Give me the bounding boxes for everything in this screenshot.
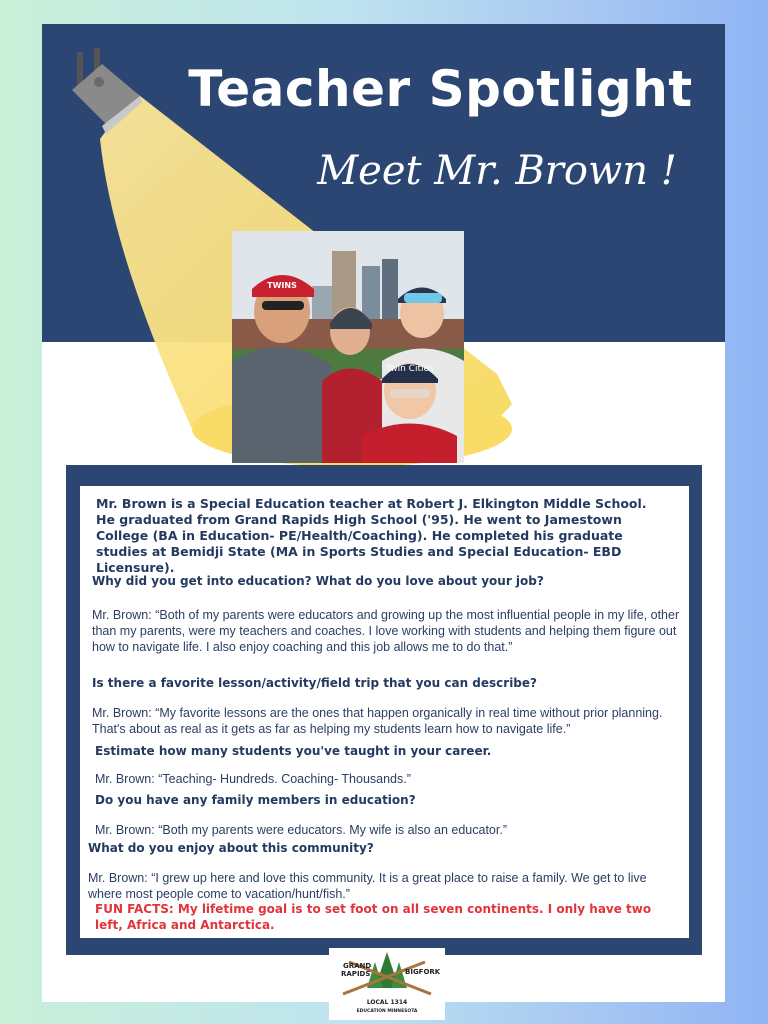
answer-1: Mr. Brown: “Both of my parents were educators and growing up the most influential people in my life, other than my parents, were my teachers and coaches. I love working with students and helping them figure out how to navigate life. I also enjoy coaching and this job allows me to do that.” xyxy=(92,608,680,654)
logo-bigfork: BIGFORK xyxy=(405,968,441,976)
fun-facts: FUN FACTS: My lifetime goal is to set foot on all seven continents. I only have two left, Africa and Antarctica. xyxy=(95,902,652,932)
question-5: What do you enjoy about this community? xyxy=(88,841,374,855)
page-subtitle: Meet Mr. Brown ! xyxy=(317,148,677,194)
logo-education-mn: EDUCATION MINNESOTA xyxy=(356,1009,418,1014)
family-photo xyxy=(232,231,464,463)
logo-grand: GRAND xyxy=(343,962,372,970)
shirt-text: Twin Cities xyxy=(386,364,434,374)
logo-local: LOCAL 1314 xyxy=(366,999,408,1006)
intro-paragraph: Mr. Brown is a Special Education teacher at Robert J. Elkington Middle School. He graduated from Grand Rapids High School ('95). He went to Jamestown College (BA in Education- PE/Health/Coaching). He completed his graduate studies at Bemidji State (MA in Sports Studies and Special Education- EBD Licensure). xyxy=(96,496,647,575)
answer-2: Mr. Brown: “My favorite lessons are the ones that happen organically in real time without prior planning. That's about as real as it gets as far as helping my students learn how to navigate life.” xyxy=(92,706,663,736)
question-1: Why did you get into education? What do you love about your job? xyxy=(92,574,544,588)
question-2: Is there a favorite lesson/activity/field trip that you can describe? xyxy=(92,676,537,690)
answer-4: Mr. Brown: “Both my parents were educators. My wife is also an educator.” xyxy=(95,823,507,837)
page-title: Teacher Spotlight xyxy=(188,60,693,118)
union-logo xyxy=(329,948,445,1020)
question-3: Estimate how many students you've taught in your career. xyxy=(95,744,492,758)
question-4: Do you have any family members in education? xyxy=(95,793,416,807)
answer-5: Mr. Brown: “I grew up here and love this community. It is a great place to raise a family. We get to live where most people come to vacation/hunt/fish.” xyxy=(88,871,647,901)
spotlight-page xyxy=(42,24,725,1014)
cap-text: TWINS xyxy=(267,281,297,290)
logo-rapids: RAPIDS xyxy=(341,970,371,978)
answer-3: Mr. Brown: “Teaching- Hundreds. Coaching- Thousands.” xyxy=(95,772,411,786)
